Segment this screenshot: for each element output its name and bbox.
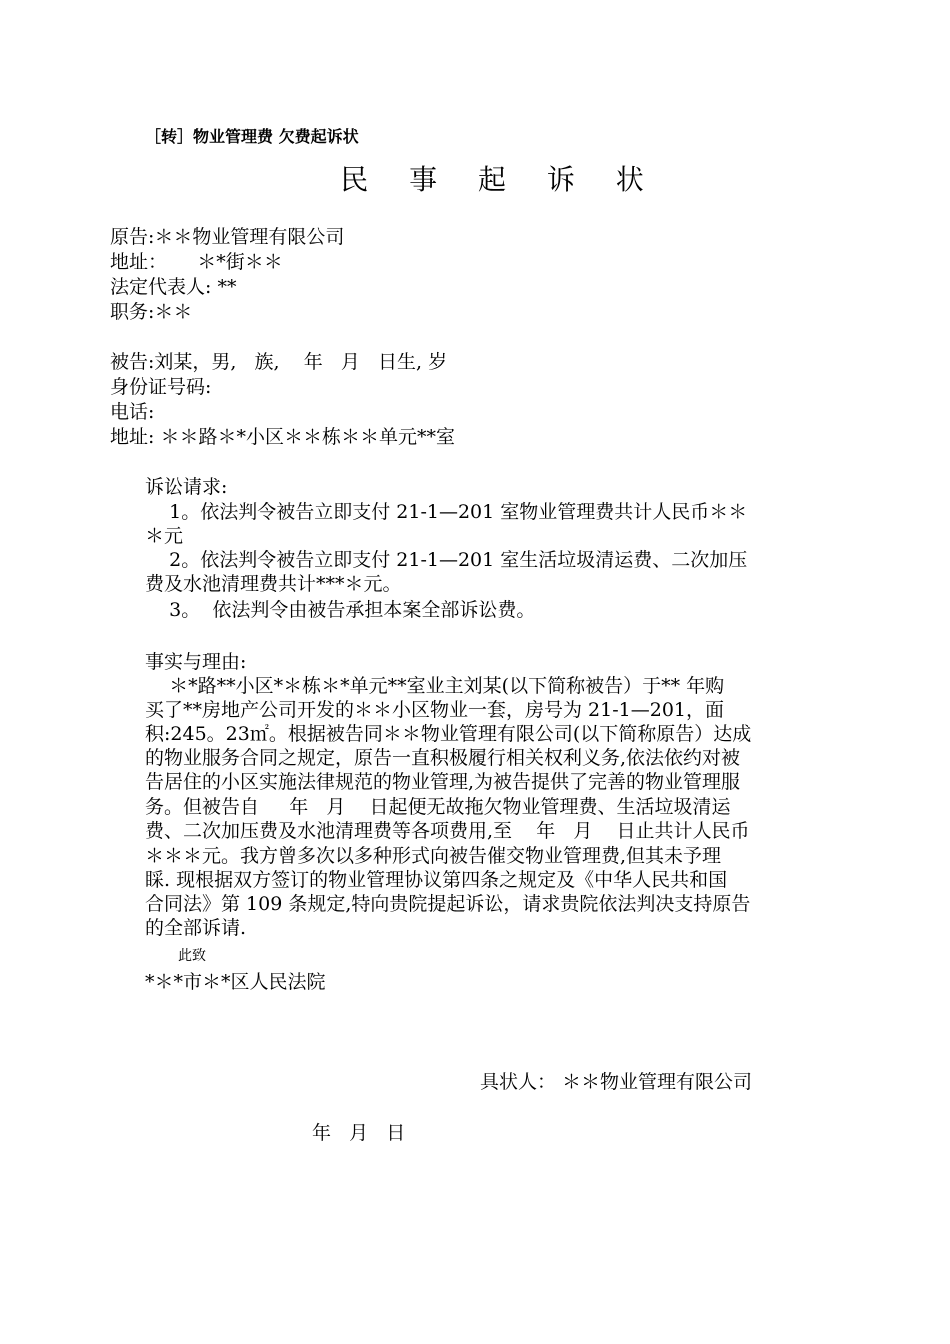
defendant-id-number: 身份证号码: — [110, 376, 212, 398]
defendant-phone: 电话: — [110, 401, 155, 423]
facts-line: 的全部诉请. — [145, 917, 247, 939]
document-header: ［转］物业管理费 欠费起诉状 — [145, 127, 359, 146]
facts-heading: 事实与理由: — [145, 651, 247, 673]
claims-heading: 诉讼请求: — [145, 476, 228, 498]
facts-line: ＊*路**小区*＊栋＊*单元**室业主刘某(以下简称被告）于** 年购 — [145, 675, 725, 697]
signature-date: 年 月 日 — [312, 1122, 406, 1144]
defendant-address: 地址: ＊＊路＊*小区＊＊栋＊＊单元**室 — [110, 426, 455, 448]
facts-line: 积:245。23㎡。根据被告同＊＊物业管理有限公司(以下简称原告）达成 — [145, 723, 752, 745]
facts-line: 告居住的小区实施法律规范的物业管理,为被告提供了完善的物业管理服 — [145, 771, 741, 793]
claims-line: 1。依法判令被告立即支付 21-1—201 室物业管理费共计人民币＊＊ — [145, 501, 748, 523]
plaintiff-name: 原告:＊＊物业管理有限公司 — [110, 226, 345, 248]
document-title: 民 事 起 诉 状 — [340, 163, 660, 196]
plaintiff-legal-representative: 法定代表人: ** — [110, 276, 237, 298]
facts-line: 费、二次加压费及水池清理费等各项费用,至 年 月 日止共计人民币 — [145, 820, 750, 842]
claims-line: ＊元 — [145, 525, 184, 547]
facts-line: ＊＊＊元。我方曾多次以多种形式向被告催交物业管理费,但其未予理 — [145, 845, 722, 867]
signer: 具状人： ＊＊物业管理有限公司 — [480, 1071, 753, 1093]
plaintiff-position: 职务:＊＊ — [110, 301, 193, 323]
claims-line: 费及水池清理费共计***＊元。 — [145, 573, 402, 595]
defendant-info: 被告:刘某，男, 族, 年 月 日生, 岁 — [110, 351, 448, 373]
claims-line: 3。 依法判令由被告承担本案全部诉讼费。 — [145, 599, 536, 621]
facts-line: 买了**房地产公司开发的＊＊小区物业一套，房号为 21-1—201，面 — [145, 699, 724, 721]
facts-line: 务。但被告自 年 月 日起便无故拖欠物业管理费、生活垃圾清运 — [145, 796, 731, 818]
facts-line: 睬. 现根据双方签订的物业管理协议第四条之规定及《中华人民共和国 — [145, 869, 728, 891]
facts-line: 合同法》第 109 条规定,特向贵院提起诉讼，请求贵院依法判决支持原告 — [145, 893, 751, 915]
plaintiff-address: 地址： ＊*街＊＊ — [110, 251, 283, 273]
court-name: *＊*市＊*区人民法院 — [145, 971, 326, 993]
facts-line: 的物业服务合同之规定，原告一直积极履行相关权利义务,依法依约对被 — [145, 747, 741, 769]
closing-salutation: 此致 — [178, 948, 206, 964]
claims-line: 2。依法判令被告立即支付 21-1—201 室生活垃圾清运费、二次加压 — [145, 549, 748, 571]
